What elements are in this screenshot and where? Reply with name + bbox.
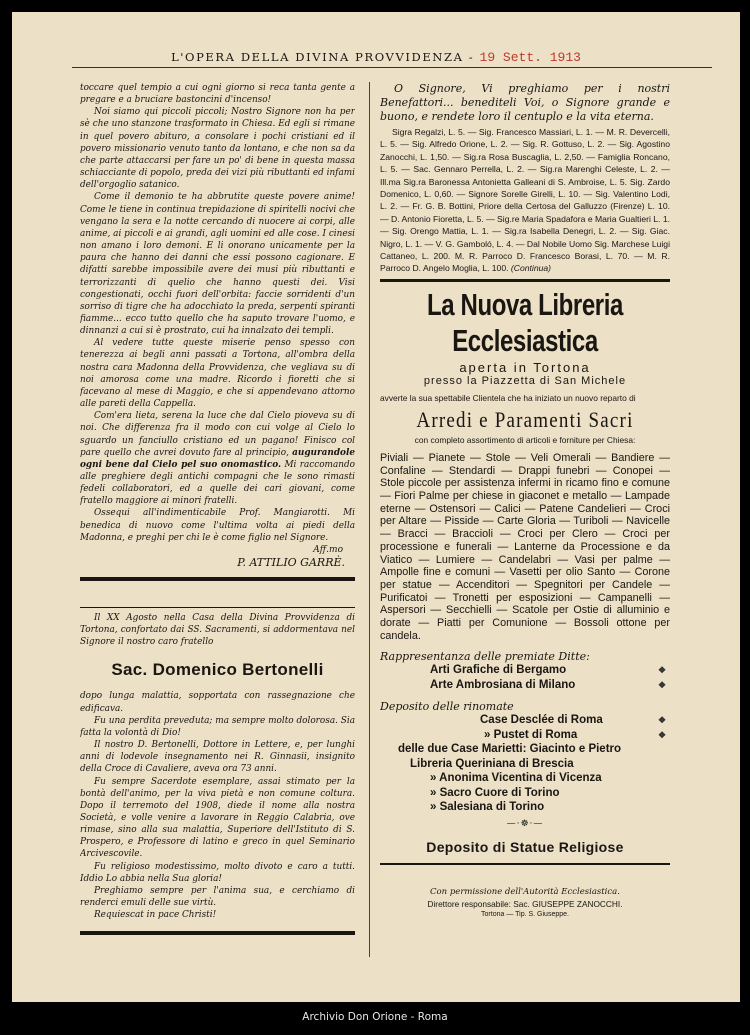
ad-subtitle: Arredi e Paramenti Sacri: [416, 408, 634, 433]
ad-address: presso la Piazzetta di San Michele: [423, 374, 627, 387]
obituary-paragraph: dopo lunga malattia, sopportata con rassegnazione che edificava.: [80, 691, 355, 714]
column-divider: [369, 82, 370, 957]
obituary-paragraph: Fu una perdita preveduta; ma sempre molto dolorosa. Sia fatta la volontà di Dio!: [80, 715, 355, 738]
letter-paragraph: Come il demonio te ha abbrutite queste povere anime! Come le tiene in continua trepidazione di spiritelli nocivi che vengano la sera e la notte cercando di nuocere ai corpi, alle anime, ai piccoli e ai grandi, agli uomini ed alle cose. I cinesi non amano i loro demoni. E li onorano unicamente per la paura che hanno dei danni che essi possono cagionare. E difatti sarebbe impossibile avere dei musi più ributtanti e terrorizzanti di quelio che hanno questi dei. Visi congestionati, occhi fuori dell'orbita: faccie sorridenti d'un sorriso di tigre che ha adocchiato la preda, serpenti spiranti fiamme... ecco tutto quello che ha saputo trovare l'uomo, e dinnanzi a cui si è prostrato, cui ha innalzato dei templi.: [80, 192, 355, 337]
left-column: [80, 82, 355, 935]
firm-name: delle due Case Marietti: Giacinto e Pietro: [398, 743, 622, 756]
list-item: [380, 786, 670, 801]
header-date: 19 Sett. 1913: [479, 50, 581, 65]
firm-name: » Anonima Vicentina di Vicenza: [430, 772, 602, 785]
page-header: [12, 50, 740, 65]
obituary-paragraph: Requiescat in pace Christi!: [94, 910, 217, 921]
letter-text: Mi raccomando alle preghiere degli antichi compagni che le sono rimasti fedeli collaboratori, ed a quelle dei cari giovani, come fratello maggiore ai minori fratelli.: [80, 459, 355, 507]
right-column: [380, 82, 670, 918]
obituary-intro: Il XX Agosto nella Casa della Divina Provvidenza di Tortona, confortato dai SS. Sacramenti, si addormentava nel Signore il nostro caro fratello: [80, 612, 355, 648]
section-rule: [380, 279, 670, 282]
list-item: [380, 771, 670, 786]
ad-assortment: con completo assortimento di articoli e forniture per Chiesa:: [414, 434, 636, 445]
letter-text: Com'era lieta, serena la luce che dal Cielo pioveva su di noi. Che differenza fra il modo con cui volge al Cielo lo sguardo un fanciullo cristiano ed un pagano! Finisco col pare quello che avrei dovuto fare al principio,: [80, 411, 355, 458]
ad-item-list: Piviali — Pianete — Stole — Veli Omerali — Bandiere — Confaline — Stendardi — Drappi funebri — Conopei — Stole piccole per assistenza infermi in ricamo fino e comune — Fiori Palme per chiese in giaconet e metallo — Lampade eterne — Ostensori — Calici — Patene Candelieri — Croci per Altare — Pisside — Carte Gloria — Turiboli — Navicelle — Bracci — Braccioli — Croci per Clero — Croci per processione e funerali — Lanterne da Processione e da Viatico — Lumiere — Candelabri — Vasi per palme — Ampolle fine e comuni — Vasetti per olio Santo — Corone per statue — Accenditori — Spegnitori per Candele — Purificatoi — Tronetti per esposizioni — Campanelli — Aspersori — Secchielli — Scatole per Ostie di alluminio e dorate — Piatti per Comunione — Bossoli ottone per candela.: [380, 451, 670, 642]
section-rule: [80, 931, 355, 935]
ornament-icon: ❖: [657, 665, 667, 676]
letter-closing: Aff.mo: [313, 544, 343, 555]
firm-name: » Sacro Cuore di Torino: [430, 786, 560, 799]
representation-heading: Rappresentanza delle premiate Ditte:: [380, 650, 590, 664]
list-item: [380, 728, 670, 743]
ad-location: aperta in Tortona: [459, 359, 591, 375]
letter-paragraph: Ossequi all'indimenticabile Prof. Mangiarotti. Mi benedica di nuovo come l'ultima volta ai piedi della Madonna, e preghi per chi le è come figlio nel Signore.: [80, 508, 355, 543]
obituary-paragraph: Preghiamo sempre per l'anima sua, e cerchiamo di renderci emuli delle sue virtù.: [80, 885, 355, 909]
firm-name: » Pustet di Roma: [484, 728, 578, 741]
header-rule: [72, 67, 712, 68]
list-item: [380, 742, 670, 757]
obituary-name: Sac. Domenico Bertonelli: [111, 660, 324, 680]
letter-paragraph: toccare quel tempio a cui ogni giorno si reca tanta gente a pregare e a bruciare bastoncini d'incenso!: [80, 83, 355, 106]
obituary-paragraph: Fu sempre Sacerdote esemplare, assai stimato per la bontà dell'animo, per la viva pietà e non comune coltura. Dopo il terremoto del 1908, diede il nome alla nostra Società, e volle venire a lavorare in Reggio Calabria, ove rimase, sino alla sua malattia, Superiore dell'Istituto di S. Prospero, e Professore di latino e greco in quel Seminario Arcivescovile.: [80, 776, 355, 860]
deposit-heading: Deposito delle rinomate: [380, 700, 514, 714]
ornament-divider-icon: —·☸·—: [506, 818, 544, 829]
letter-bold-text: augurandole ogni bene dal Cielo pel suo onomastico.: [80, 447, 355, 470]
list-item: [380, 678, 670, 693]
letter-paragraph: Al vedere tutte queste miserie penso spesso con tenerezza ai begli anni passati a Tortona, all'ombra della nostra cara Madonna della Provvidenza, che vegliava su di noi amorosa come una madre. Ricordo i fioretti che si facevano al mese di Maggio, e che si appendevano attorno alle pareti della Cappella.: [80, 338, 355, 410]
letter-paragraph: [80, 410, 355, 507]
list-item: [380, 800, 670, 815]
firm-name: Libreria Queriniana di Brescia: [410, 757, 574, 770]
firm-name: » Salesiana di Torino: [430, 801, 545, 814]
section-rule: [380, 863, 670, 865]
archive-caption: Archivio Don Orione - Roma: [302, 1011, 448, 1023]
header-separator: -: [468, 50, 475, 64]
letter-signature: P. ATTILIO GARRÈ.: [237, 555, 345, 569]
permission-note: Con permissione dell'Autorità Ecclesiastica.: [430, 886, 620, 897]
printer-note: Tortona — Tip. S. Giuseppe.: [481, 910, 569, 918]
statue-deposit: Deposito di Statue Religiose: [426, 838, 624, 855]
continua-label: (Continua): [510, 263, 552, 274]
prayer-intro: O Signore, Vi preghiamo per i nostri Benefattori... benediteli Voi, o Signore grande e buono, e rendete loro il centuplo e la vita eterna.: [380, 82, 670, 123]
letter-paragraph: Noi siamo qui piccoli piccoli; Nostro Signore non ha per sè che uno stanzone trasformato in Chiesa. Ed egli si rimane in quel povero abituro, a consolare i pochi cristiani ed il povero missionario venuto tanto da lontano, e che non sa da che parte attaccarsi per fare un po' di bene in questa massa schiacciante di popolo, preda dei vizi più ributtanti ed infami dell'orgoglio satanico.: [80, 107, 355, 191]
ad-title: La Nuova Libreria Ecclesiastica: [427, 288, 623, 359]
ad-notice: avverte la sua spettabile Clientela che ha iniziato un nuovo reparto di: [380, 392, 636, 403]
section-rule: [80, 607, 355, 608]
ornament-icon: ❖: [657, 729, 667, 740]
firm-name: Case Desclée di Roma: [480, 714, 603, 727]
list-item: [380, 757, 670, 772]
obituary-paragraph: Fu religioso modestissimo, molto divoto e caro a tutti. Iddio Lo abbia nella Sua gloria!: [80, 861, 355, 884]
list-item: [380, 713, 670, 728]
donor-list: [380, 126, 670, 275]
section-rule: [80, 577, 355, 581]
firm-name: Arti Grafiche di Bergamo: [430, 664, 567, 677]
newspaper-page: [12, 12, 740, 1002]
donor-text: Sigra Regalzi, L. 5. — Sig. Francesco Massiari, L. 1. — M. R. Devercelli, L. 5. — Sig. Alfredo Orione, L. 2. — Sig. R. Gottuso, L. 2. — Sig. Agostino Zanocchi, L. 1,50. — Sig.ra Rosa Buscaglia, L. 2,50. — Famiglia Roncano, L. 5. — Sac. Gennaro Perrella, L. 2. — Sig.ra Marenghi Celeste, L. 2. — Ill.ma Sig.ra Baronessa Antonietta Galleani di S. Ambroise, L. 5. Sig. Zardo Domenico, L. 0,60. — Signore Sorelle Girelli, L. 10. — Sig. Valentino Lodi, L. 2. — Fr. G. B. Bottini, Priore della Certosa del Galluzzo (Firenze) L. 10. — D. Antonio Fioretta, L. 5. — Sig.re Maria Spadafora e Maria Gualtieri L. 1. — Sig. Orengo Mattia, L. 1. — Sig.ra Isabella Denegri, L. 2. — Sig. Giac. Nigro, L. 1. — V. G. Gamboló, L. 4. — Dal Nobile Uomo Sig. Marchese Luigi Cattaneo, L. 200. M. R. Parroco D. Francesco Borasi, L. 70. — M. R. Parroco D. Angelo Moglia, L. 100.: [380, 127, 670, 274]
obituary-paragraph: Il nostro D. Bertonelli, Dottore in Lettere, e, per lunghi anni di lodevole insegnamento nei R. Ginnasii, insignito della Croce di Cavaliere, aveva ora 73 anni.: [80, 740, 355, 775]
firm-name: Arte Ambrosiana di Milano: [430, 678, 576, 691]
list-item: [380, 663, 670, 678]
ornament-icon: ❖: [657, 715, 667, 726]
ornament-icon: ❖: [657, 679, 667, 690]
director-note: Direttore responsabile: Sac. GIUSEPPE ZANOCCHI.: [427, 898, 623, 909]
header-title: L'OPERA DELLA DIVINA PROVVIDENZA: [171, 50, 464, 64]
